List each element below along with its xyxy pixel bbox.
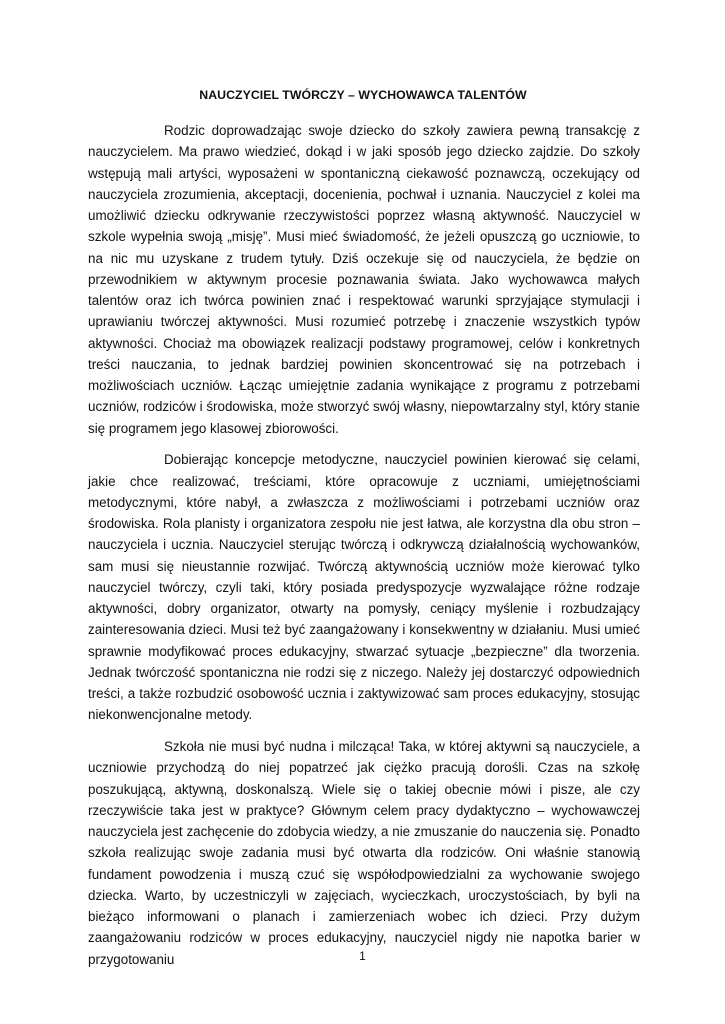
- page-number: 1: [359, 949, 366, 963]
- paragraph: Rodzic doprowadzając swoje dziecko do szkoły zawiera pewną transakcję z nauczycielem. Ma prawo wiedzieć, dokąd i w jaki sposób jego dziecko zajdzie. Do szkoły wstępują mali artyści, wyposażeni w spontaniczną ciekawość poznawczą, oczekujący od nauczyciela zrozumienia, akceptacji, docenienia, pochwał i uznania. Nauczyciel z kolei ma umożliwić dziecku odkrywanie rzeczywistości poprzez własną aktywność. Nauczyciel w szkole wypełnia swoją „misję”. Musi mieć świadomość, że jeżeli opuszczą go uczniowie, to na nic mu uzyskane z trudem tytuły. Dziś oczekuje się od nauczyciela, że będzie on przewodnikiem w aktywnym procesie poznawania świata. Jako wychowawca małych talentów oraz ich twórca powinien znać i respektować warunki sprzyjające stymulacji i uprawianiu twórczej aktywności. Musi rozumieć potrzebę i znaczenie wszystkich typów aktywności. Chociaż ma obowiązek realizacji podstawy programowej, celów i konkretnych treści nauczania, to jednak bardziej powinien skoncentrować się na potrzebach i możliwościach uczniów. Łącząc umiejętnie zadania wynikające z programu z potrzebami uczniów, rodziców i środowiska, może stworzyć swój własny, niepowtarzalny styl, który stanie się programem jego klasowej zbiorowości.: [88, 123, 640, 436]
- document-body: [88, 120, 640, 980]
- document-title: NAUCZYCIEL TWÓRCZY – WYCHOWAWCA TALENTÓW: [199, 88, 527, 102]
- paragraph: Dobierając koncepcje metodyczne, nauczyciel powinien kierować się celami, jakie chce realizować, treściami, które opracowuje z uczniami, umiejętnościami metodycznymi, które nabył, a zwłaszcza z możliwościami i potrzebami uczniów oraz środowiska. Rola planisty i organizatora zespołu nie jest łatwa, ale korzystna dla obu stron – nauczyciela i ucznia. Nauczyciel sterując twórczą i odkrywczą działalnością wychowanków, sam musi się nieustannie rozwijać. Twórczą aktywnością uczniów może kierować tylko nauczyciel twórczy, czyli taki, który posiada predyspozycje wyzwalające różne rodzaje aktywności, dobry organizator, otwarty na pomysły, ceniący myślenie i rozbudzający zainteresowania dzieci. Musi też być zaangażowany i konsekwentny w działaniu. Musi umieć sprawnie modyfikować proces edukacyjny, stwarzać sytuacje „bezpieczne” dla tworzenia. Jednak twórczość spontaniczna nie rodzi się z niczego. Należy jej dostarczyć odpowiednich treści, a także rozbudzić osobowość ucznia i zaktywizować sam proces edukacyjny, stosując niekonwencjonalne metody.: [88, 452, 640, 723]
- paragraph: Szkoła nie musi być nudna i milcząca! Taka, w której aktywni są nauczyciele, a uczniowie przychodzą do niej popatrzeć jak ciężko pracują dorośli. Czas na szkołę poszukującą, aktywną, doskonalszą. Wiele się o takiej obecnie mówi i pisze, ale czy rzeczywiście taka jest w praktyce? Głównym celem pracy dydaktyczno – wychowawczej nauczyciela jest zachęcenie do zdobycia wiedzy, a nie zmuszanie do nauczenia się. Ponadto szkoła realizując swoje zadania musi być otwarta dla rodziców. Oni właśnie stanowią fundament powodzenia i muszą czuć się współodpowiedzialni za wychowanie swojego dziecka. Warto, by uczestniczyli w zajęciach, wycieczkach, uroczystościach, by byli na bieżąco informowani o planach i zamierzeniach wobec ich dzieci. Przy dużym zaangażowaniu rodziców w proces edukacyjny, nauczyciel nigdy nie napotka barier w przygotowaniu: [88, 739, 640, 967]
